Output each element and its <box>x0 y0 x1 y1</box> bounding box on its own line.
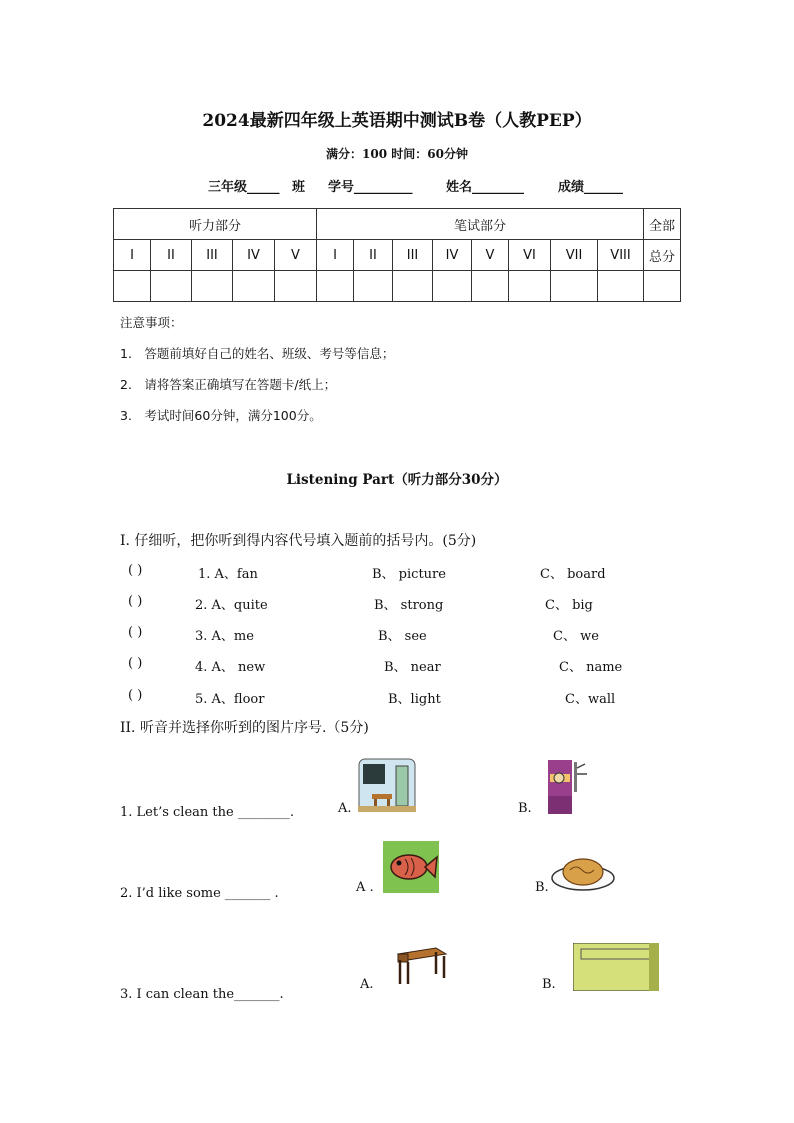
classroom-picture[interactable] <box>358 758 416 812</box>
option-b: B、 see <box>378 629 427 644</box>
listening-col: V <box>275 240 317 271</box>
answer-paren[interactable]: ( ) <box>128 688 143 703</box>
answer-paren[interactable]: ( ) <box>128 594 143 609</box>
curtain-picture[interactable] <box>544 760 590 814</box>
option-a: 5. A、floor <box>195 692 265 707</box>
listening-col: I <box>114 240 151 271</box>
writing-col: II <box>354 240 393 271</box>
note-item: 3. 考试时间60分钟，满分100分。 <box>120 408 322 423</box>
score-cell[interactable] <box>354 271 393 302</box>
option-b: B、 strong <box>374 598 444 613</box>
fish-picture[interactable] <box>383 841 439 893</box>
writing-col: III <box>393 240 433 271</box>
score-cell[interactable] <box>275 271 317 302</box>
option-a-label: A. <box>360 977 374 992</box>
total-col: 总分 <box>644 240 681 271</box>
option-a-label: A . <box>356 880 374 895</box>
writing-col: V <box>472 240 509 271</box>
score-cell[interactable] <box>233 271 275 302</box>
section-1-title: I. 仔细听，把你听到得内容代号填入题前的括号内。(5分) <box>120 533 477 549</box>
name-field[interactable]: 姓名________ <box>446 180 525 195</box>
student-number-field[interactable]: 学号_________ <box>328 180 413 195</box>
option-a: 4. A、 new <box>195 660 266 675</box>
score-cell[interactable] <box>551 271 598 302</box>
question-text: 1. Let’s clean the ________. <box>120 805 294 820</box>
score-cell[interactable] <box>598 271 644 302</box>
option-c: C、 board <box>540 567 606 582</box>
score-cell[interactable] <box>151 271 192 302</box>
chicken-dish-picture[interactable] <box>550 852 616 892</box>
all-group-header: 全部 <box>644 209 681 240</box>
grade-field[interactable]: 三年级_____ <box>208 180 280 195</box>
listening-col: III <box>192 240 233 271</box>
option-b: B、 near <box>384 660 441 675</box>
writing-col: VII <box>551 240 598 271</box>
question-text: 3. I can clean the_______. <box>120 987 284 1002</box>
question-text: 2. I’d like some _______ . <box>120 886 279 901</box>
option-a: 3. A、me <box>195 629 254 644</box>
option-a: 2. A、quite <box>195 598 268 613</box>
score-cell[interactable] <box>509 271 551 302</box>
door-picture[interactable] <box>573 943 659 991</box>
page-title: 2024最新四年级上英语期中测试B卷（人教PEP） <box>202 111 592 131</box>
score-cell[interactable] <box>393 271 433 302</box>
writing-col: VI <box>509 240 551 271</box>
note-item: 2. 请将答案正确填写在答题卡/纸上； <box>120 377 337 392</box>
listening-col: IV <box>233 240 275 271</box>
option-b: B、 picture <box>372 567 446 582</box>
score-cell[interactable] <box>317 271 354 302</box>
score-cell[interactable] <box>433 271 472 302</box>
option-c: C、 we <box>553 629 599 644</box>
option-b-label: B. <box>542 977 556 992</box>
answer-paren[interactable]: ( ) <box>128 656 143 671</box>
class-label: 班 <box>292 180 306 195</box>
option-b: B、light <box>388 692 441 707</box>
listening-col: II <box>151 240 192 271</box>
option-c: C、 name <box>559 660 623 675</box>
option-b-label: B. <box>535 880 549 895</box>
score-cell[interactable] <box>192 271 233 302</box>
exam-meta: 满分：100 时间：60分钟 <box>326 147 468 161</box>
answer-paren[interactable]: ( ) <box>128 563 143 578</box>
writing-col: VIII <box>598 240 644 271</box>
writing-col: I <box>317 240 354 271</box>
listening-group-header: 听力部分 <box>114 209 317 240</box>
score-cell[interactable] <box>472 271 509 302</box>
option-b-label: B. <box>518 801 532 816</box>
note-item: 1. 答题前填好自己的姓名、班级、考号等信息； <box>120 346 395 361</box>
writing-col: IV <box>433 240 472 271</box>
score-table <box>113 208 681 302</box>
notes-heading: 注意事项： <box>120 315 183 330</box>
section-2-title: II. 听音并选择你听到的图片序号.（5分) <box>120 720 369 736</box>
listening-heading: Listening Part（听力部分30分） <box>286 472 508 488</box>
desk-picture[interactable] <box>392 944 448 986</box>
writing-group-header: 笔试部分 <box>317 209 644 240</box>
answer-paren[interactable]: ( ) <box>128 625 143 640</box>
option-c: C、 big <box>545 598 593 613</box>
option-c: C、wall <box>565 692 616 707</box>
score-cell[interactable] <box>114 271 151 302</box>
score-cell[interactable] <box>644 271 681 302</box>
score-field[interactable]: 成绩______ <box>558 180 624 195</box>
option-a: 1. A、fan <box>198 567 258 582</box>
option-a-label: A. <box>338 801 352 816</box>
